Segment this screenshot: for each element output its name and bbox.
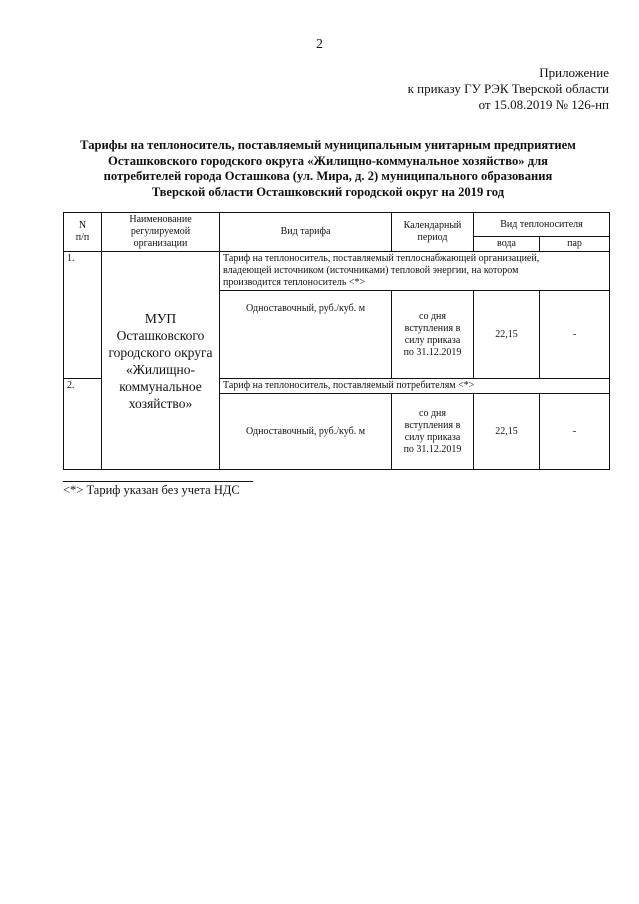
organization-name: [102, 252, 220, 470]
org-line-2: Осташковского: [116, 327, 205, 343]
header-tariff-type: Вид тарифа: [220, 213, 392, 252]
org-line-4: «Жилищно-: [126, 361, 195, 377]
period-1: [392, 291, 474, 379]
header-org-l1: Наименование: [129, 214, 192, 225]
header-period: [392, 213, 474, 252]
period-1-l2: вступления в: [404, 322, 461, 334]
steam-value-2: -: [540, 394, 610, 470]
row-number-2: 2.: [64, 379, 102, 470]
section-1-title-l3: производится теплоноситель <*>: [223, 277, 366, 288]
document-title: [48, 138, 608, 200]
appendix-line-2: к приказу ГУ РЭК Тверской области: [407, 81, 609, 96]
period-2: [392, 394, 474, 470]
tariff-table: [63, 212, 610, 470]
water-value-2: 22,15: [474, 394, 540, 470]
org-line-3: городского округа: [108, 344, 213, 360]
period-2-l2: вступления в: [404, 419, 461, 431]
header-number-l1: N: [78, 220, 87, 231]
steam-value-1: -: [540, 291, 610, 379]
org-line-1: МУП: [144, 310, 177, 326]
title-line-2: Осташковского городского округа «Жилищно-коммунальное хозяйство» для: [108, 153, 548, 168]
header-number: [64, 213, 102, 252]
row-number-1: 1.: [64, 252, 102, 379]
period-1-l4: по 31.12.2019: [403, 346, 462, 358]
header-period-l1: Календарный: [403, 220, 462, 231]
period-1-l1: со дня: [419, 310, 446, 322]
section-title-2: Тариф на теплоноситель, поставляемый потребителям <*>: [220, 379, 610, 394]
title-line-4: Тверской области Осташковский городской округ на 2019 год: [151, 184, 505, 199]
title-line-3: потребителей города Осташкова (ул. Мира, д. 2) муниципального образования: [103, 169, 553, 183]
header-org-l2: регулируемой: [130, 226, 191, 237]
header-water: вода: [474, 237, 540, 252]
footnote-separator: [63, 481, 253, 482]
header-organization: [102, 213, 220, 252]
footnote: <*> Тариф указан без учета НДС: [63, 483, 240, 497]
appendix-header: [408, 65, 609, 113]
page-number: 2: [316, 37, 323, 52]
tariff-type-1: Одноставочный, руб./куб. м: [220, 291, 392, 379]
header-org-l3: организации: [133, 238, 188, 249]
header-steam: пар: [540, 237, 610, 252]
appendix-line-3: от 15.08.2019 № 126-нп: [478, 97, 609, 112]
period-2-l4: по 31.12.2019: [403, 443, 462, 455]
section-title-1: [220, 252, 610, 291]
org-line-5: коммунальное: [119, 378, 202, 394]
header-period-l2: период: [417, 232, 448, 243]
org-line-6: хозяйство»: [128, 395, 193, 411]
title-line-1: Тарифы на теплоноситель, поставляемый муниципальным унитарным предприятием: [80, 138, 576, 152]
period-1-l3: силу приказа: [404, 334, 461, 346]
header-carrier: Вид теплоносителя: [474, 213, 610, 237]
period-2-l1: со дня: [419, 407, 446, 419]
tariff-type-2: Одноставочный, руб./куб. м: [220, 394, 392, 470]
section-1-title-l2: владеющей источником (источниками) тепловой энергии, на котором: [223, 265, 519, 276]
section-1-title-l1: Тариф на теплоноситель, поставляемый теплоснабжающей организацией,: [223, 253, 540, 264]
water-value-1: 22,15: [474, 291, 540, 379]
period-2-l3: силу приказа: [404, 431, 461, 443]
appendix-line-1: Приложение: [539, 65, 609, 80]
header-number-l2: п/п: [75, 232, 90, 243]
